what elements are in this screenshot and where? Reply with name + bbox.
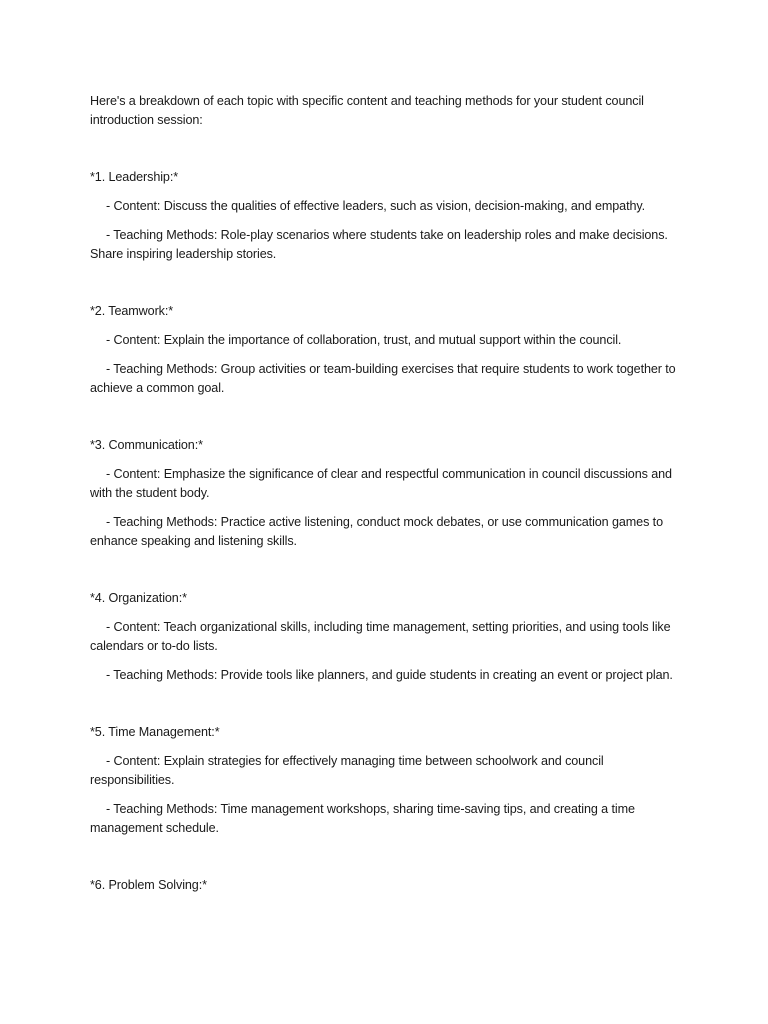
section-heading: *5. Time Management:* bbox=[90, 725, 220, 739]
intro-paragraph: Here's a breakdown of each topic with specific content and teaching methods for your student council introduction session: bbox=[90, 94, 644, 127]
section-time-management bbox=[90, 723, 690, 838]
section-communication bbox=[90, 436, 690, 551]
section-organization bbox=[90, 589, 690, 685]
content-paragraph: - Content: Discuss the qualities of effective leaders, such as vision, decision-making, and empathy. bbox=[106, 199, 646, 213]
section-heading: *3. Communication:* bbox=[90, 438, 203, 452]
teaching-methods-paragraph: - Teaching Methods: Time management workshops, sharing time-saving tips, and creating a time management schedule. bbox=[90, 802, 635, 835]
teaching-methods-paragraph: - Teaching Methods: Role-play scenarios where students take on leadership roles and make decisions. Share inspiring leadership stories. bbox=[90, 228, 668, 261]
content-paragraph: - Content: Emphasize the significance of clear and respectful communication in council discussions and with the student body. bbox=[90, 467, 672, 500]
document-page bbox=[90, 92, 690, 933]
teaching-methods-paragraph: - Teaching Methods: Provide tools like planners, and guide students in creating an event or project plan. bbox=[106, 668, 673, 682]
section-heading: *4. Organization:* bbox=[90, 591, 187, 605]
content-paragraph: - Content: Explain the importance of collaboration, trust, and mutual support within the council. bbox=[106, 333, 622, 347]
teaching-methods-paragraph: - Teaching Methods: Group activities or team-building exercises that require students to work together to achieve a common goal. bbox=[90, 362, 676, 395]
section-heading: *2. Teamwork:* bbox=[90, 304, 174, 318]
section-heading: *1. Leadership:* bbox=[90, 170, 179, 184]
content-paragraph: - Content: Explain strategies for effectively managing time between schoolwork and council responsibilities. bbox=[90, 754, 604, 787]
teaching-methods-paragraph: - Teaching Methods: Practice active listening, conduct mock debates, or use communication games to enhance speaking and listening skills. bbox=[90, 515, 663, 548]
section-leadership bbox=[90, 168, 690, 264]
section-heading: *6. Problem Solving:* bbox=[90, 878, 207, 892]
content-paragraph: - Content: Teach organizational skills, including time management, setting priorities, and using tools like calendars or to-do lists. bbox=[90, 620, 671, 653]
section-teamwork bbox=[90, 302, 690, 398]
section-problem-solving bbox=[90, 876, 690, 895]
